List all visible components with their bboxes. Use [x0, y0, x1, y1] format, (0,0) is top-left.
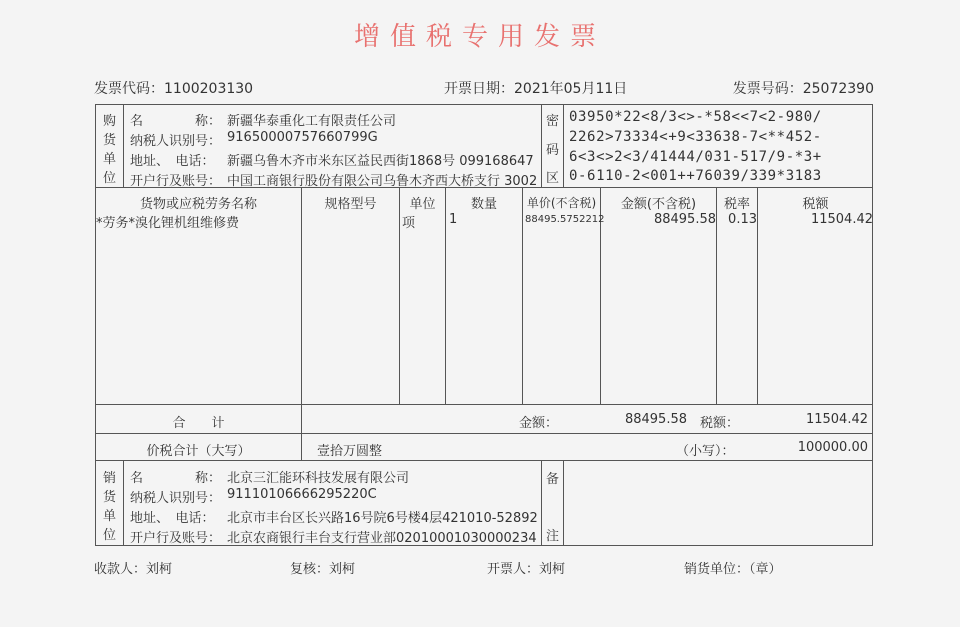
grand-total-label: 价税合计（大写） [146, 444, 251, 459]
totals-tax: 11504.42 [805, 412, 868, 427]
col-header-qty: 数量 [470, 197, 497, 212]
invoice-date-value: 2021年05月11日 [514, 81, 628, 97]
invoice-code [94, 78, 253, 98]
footer-drawer [487, 558, 565, 577]
invoice-code-label: 发票代码： [94, 81, 164, 97]
item-unit: 项 [402, 216, 416, 231]
invoice-number-label: 发票号码： [732, 81, 803, 97]
cipher-line: 2262>73334<+9<33638-7<**452- [569, 129, 822, 145]
divider-grand-bottom [95, 460, 873, 461]
footer-payee [94, 558, 172, 577]
seller-bank: 北京农商银行丰台支行营业部02010001030000234 [227, 531, 537, 546]
divider-items-bottom [95, 404, 873, 405]
grand-total-figure: 100000.00 [797, 440, 868, 455]
remarks-side-char-1: 备 [545, 472, 559, 487]
seller-tax-label: 纳税人识别号： [130, 491, 222, 506]
col-header-rate: 税率 [723, 197, 750, 212]
col-header-amount: 金额(不含税) [620, 197, 697, 212]
seller-side-char-3: 单 [102, 509, 116, 524]
divider-seller-side [123, 460, 124, 546]
invoice-title: 增值税专用发票 [353, 22, 606, 52]
divider-col-unit [445, 187, 446, 404]
buyer-addr: 新疆乌鲁木齐市米东区益民西街1868号 099168647 [227, 154, 534, 169]
item-amount: 88495.58 [653, 212, 716, 227]
divider-col-name [301, 187, 302, 460]
divider-col-qty [522, 187, 523, 404]
buyer-name-label: 名 称： [130, 114, 222, 129]
seller-side-char-1: 销 [102, 471, 116, 486]
col-header-tax: 税额 [802, 197, 829, 212]
divider-col-spec [399, 187, 400, 404]
seller-side-char-4: 位 [102, 528, 116, 543]
item-name: *劳务*溴化锂机组维修费 [96, 216, 240, 231]
footer-drawer-value: 刘柯 [539, 562, 566, 577]
item-tax: 11504.42 [810, 212, 873, 227]
cipher-line: 6<3<>2<3/41444/031-517/9-*3+ [569, 149, 822, 165]
seller-addr: 北京市丰台区长兴路16号院6号楼4层421010-52892 [227, 511, 538, 526]
seller-addr-label: 地址、 电话： [130, 511, 215, 526]
remarks-side-char-2: 注 [545, 529, 559, 544]
buyer-side-char-2: 货 [102, 133, 116, 148]
footer-drawer-label: 开票人： [487, 562, 540, 577]
buyer-bank-label: 开户行及账号： [130, 174, 222, 189]
col-header-spec: 规格型号 [324, 197, 377, 212]
invoice-date-label: 开票日期： [444, 81, 514, 97]
seller-bank-label: 开户行及账号： [130, 531, 222, 546]
invoice-number-value: 25072390 [802, 81, 874, 97]
buyer-name: 新疆华泰重化工有限责任公司 [227, 114, 397, 129]
totals-amount: 88495.58 [624, 412, 687, 427]
seller-side-char-2: 货 [102, 490, 116, 505]
item-price: 88495.5752212 [525, 214, 605, 225]
footer-reviewer [290, 558, 355, 577]
buyer-tax-label: 纳税人识别号： [130, 134, 222, 149]
divider-remarks-side [563, 460, 564, 546]
footer-reviewer-value: 刘柯 [329, 562, 356, 577]
seller-tax-id: 91110106666295220C [227, 487, 377, 502]
buyer-side-char-4: 位 [102, 171, 116, 186]
footer-payee-value: 刘柯 [146, 562, 173, 577]
totals-label: 合 计 [172, 416, 225, 431]
item-qty: 1 [449, 212, 458, 227]
col-header-unit: 单位 [409, 197, 436, 212]
cipher-line: 0-6110-2<001++76039/339*3183 [569, 168, 822, 184]
invoice-date [444, 78, 627, 98]
buyer-side-char-1: 购 [102, 114, 116, 129]
divider-totals-bottom [95, 433, 873, 434]
buyer-addr-label: 地址、 电话： [130, 154, 215, 169]
grand-total-small-label: （小写）： [676, 444, 735, 459]
buyer-side-char-3: 单 [102, 152, 116, 167]
divider-buyer-side [123, 104, 124, 187]
footer-seller-seal: 销货单位：（章） [684, 562, 782, 577]
invoice-code-value: 1100203130 [164, 81, 254, 97]
totals-tax-label: 税额： [700, 416, 740, 431]
seller-name-label: 名 称： [130, 471, 222, 486]
col-header-name: 货物或应税劳务名称 [139, 197, 257, 212]
cipher-line: 03950*22<8/3<>-*58<<7<2-980/ [569, 109, 822, 125]
buyer-bank: 中国工商银行股份有限公司乌鲁木齐西大桥支行 3002 [227, 174, 538, 189]
footer-payee-label: 收款人： [94, 562, 147, 577]
cipher-side-char-3: 区 [545, 171, 559, 186]
buyer-tax-id: 91650000757660799G [227, 130, 378, 145]
item-rate: 0.13 [728, 212, 757, 227]
cipher-side-char-2: 码 [545, 143, 559, 158]
invoice-number [733, 78, 874, 98]
grand-total-words: 壹拾万圆整 [317, 444, 383, 459]
col-header-price: 单价(不含税) [526, 196, 597, 210]
divider-cipher-side [563, 104, 564, 187]
seller-name: 北京三汇能环科技发展有限公司 [227, 471, 410, 486]
totals-amount-label: 金额： [519, 416, 559, 431]
cipher-side-char-1: 密 [545, 114, 559, 129]
footer-reviewer-label: 复核： [290, 562, 330, 577]
